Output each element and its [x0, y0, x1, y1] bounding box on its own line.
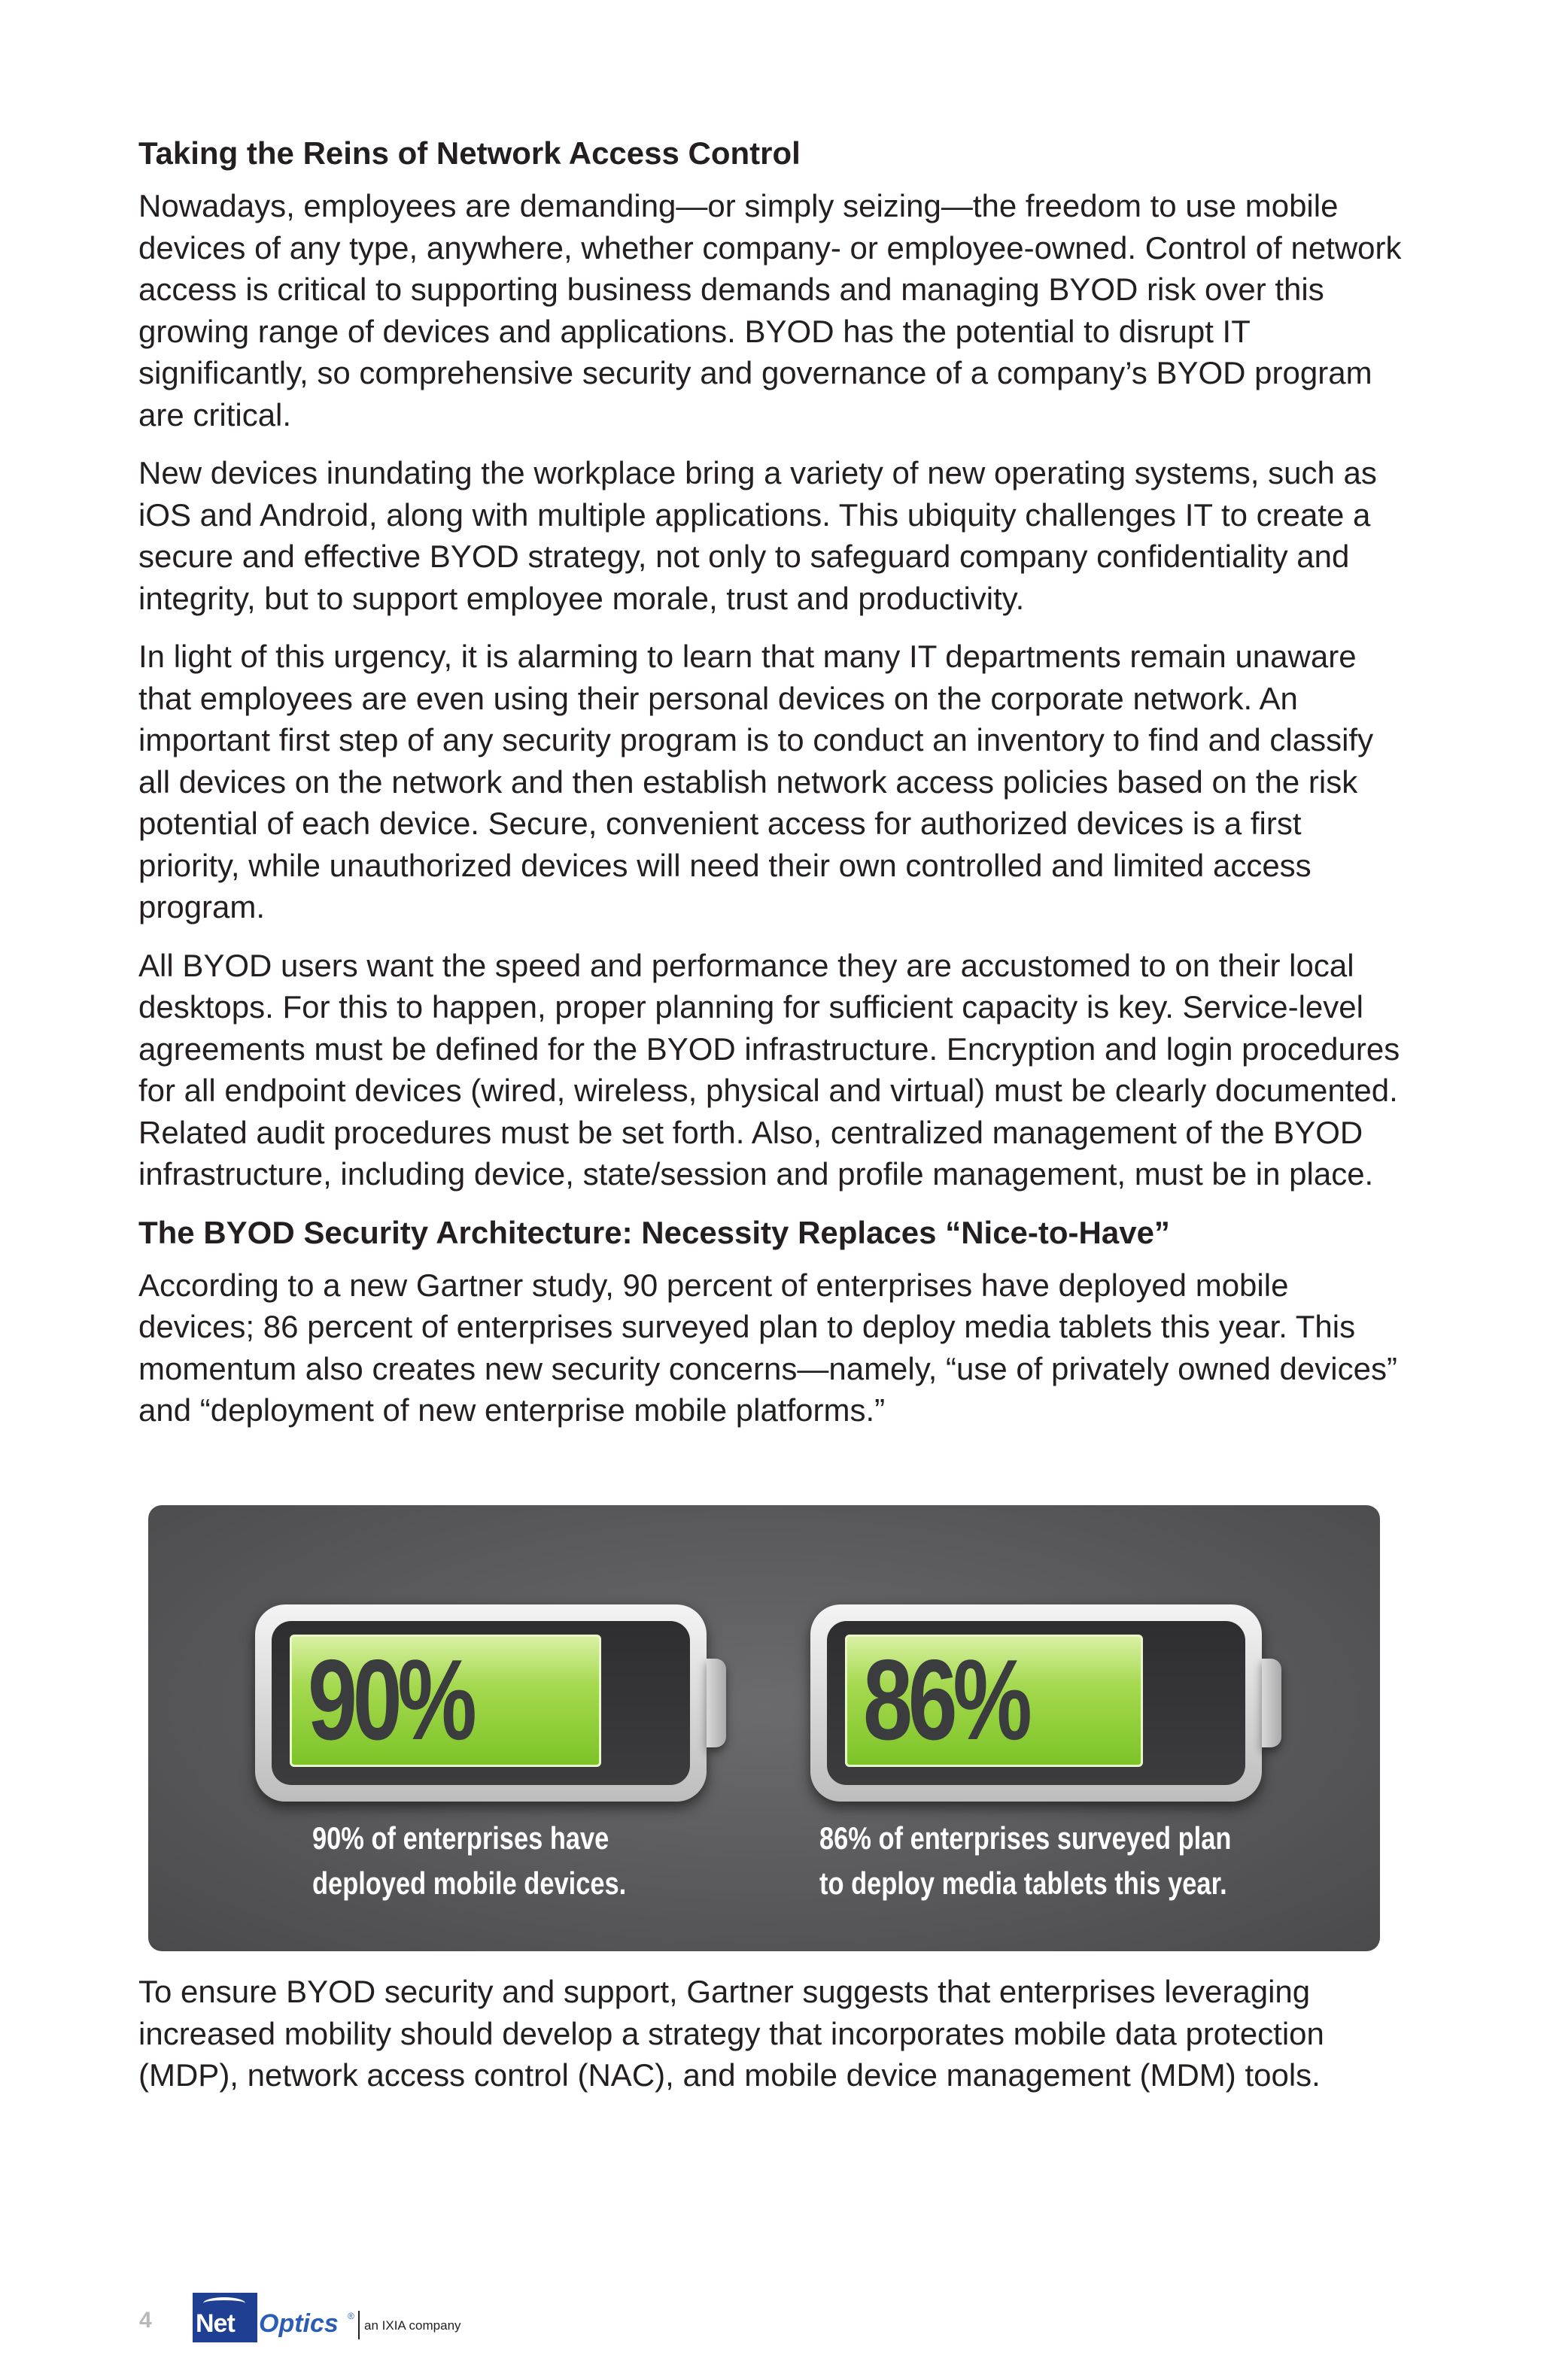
logo-divider [358, 2311, 360, 2339]
logo-net-box [193, 2293, 257, 2342]
caption-line: 86% of enterprises surveyed plan [819, 1820, 1232, 1856]
caption-line: deployed mobile devices. [312, 1865, 627, 1901]
battery-percent-value: 90% [308, 1636, 473, 1764]
battery-graphic-86 [810, 1604, 1262, 1802]
logo-optics-text: Optics [259, 2309, 339, 2338]
section-heading: Taking the Reins of Network Access Control [138, 135, 801, 171]
logo-net-text: Net [196, 2309, 235, 2338]
battery-terminal [1262, 1659, 1281, 1747]
netoptics-logo [193, 2291, 464, 2344]
battery-graphic-90 [255, 1604, 707, 1802]
battery-caption [819, 1816, 1231, 1906]
paragraph: To ensure BYOD security and support, Gartner suggests that enterprises leveraging increased mobility should develop a strategy that incorporates mobile data protection (MDP), network access control (NAC), and mobile device management (MDM) tools. [138, 1974, 1324, 2093]
section-heading: The BYOD Security Architecture: Necessity Replaces “Nice-to-Have” [138, 1214, 1170, 1250]
paragraph: Nowadays, employees are demanding—or simply seizing—the freedom to use mobile devices of any type, anywhere, whether company- or employee-owned. Control of network access is critical to supporting business demands and managing BYOD risk over this growing range of devices and applications. BYOD has the potential to disrupt IT significantly, so comprehensive security and governance of a company’s BYOD program are critical. [138, 188, 1402, 433]
registered-mark: ® [348, 2311, 354, 2321]
page-number: 4 [139, 2308, 152, 2333]
paragraph: New devices inundating the workplace bring a variety of new operating systems, such as iOS and Android, along with multiple applications. This ubiquity challenges IT to create a secure and effective BYOD strategy, not only to safeguard company confidentiality and integrity, but to support employee morale, trust and productivity. [138, 455, 1377, 616]
battery-percent-value: 86% [863, 1636, 1028, 1764]
battery-caption [312, 1816, 626, 1906]
closing-section [138, 1971, 1403, 2113]
statistics-infographic [148, 1505, 1380, 1951]
paragraph: According to a new Gartner study, 90 percent of enterprises have deployed mobile devices; 86 percent of enterprises surveyed plan to deploy media tablets this year. This momentum also creates new security concerns—namely, “use of privately owned devices” and “deployment of new enterprise mobile platforms.” [138, 1267, 1397, 1428]
caption-line: to deploy media tablets this year. [819, 1865, 1227, 1901]
main-column [138, 132, 1403, 1448]
paragraph: In light of this urgency, it is alarming to learn that many IT departments remain unaware that employees are even using their personal devices on the corporate network. An important first step of any security program is to conduct an inventory to find and classify all devices on the network and then establish network access policies based on the risk potential of each device. Secure, convenient access for authorized devices is a first priority, while unauthorized devices will need their own controlled and limited access program. [138, 639, 1374, 924]
battery-terminal [707, 1659, 726, 1747]
caption-line: 90% of enterprises have [312, 1820, 609, 1856]
paragraph: All BYOD users want the speed and performance they are accustomed to on their local desktops. For this to happen, proper planning for sufficient capacity is key. Service-level agreements must be defined for the BYOD infrastructure. Encryption and login procedures for all endpoint devices (wired, wireless, physical and virtual) must be clearly documented. Related audit procedures must be set forth. Also, centralized management of the BYOD infrastructure, including device, state/session and profile management, must be in place. [138, 947, 1400, 1192]
wave-icon [203, 2297, 245, 2309]
logo-tagline: an IXIA company [364, 2318, 461, 2333]
